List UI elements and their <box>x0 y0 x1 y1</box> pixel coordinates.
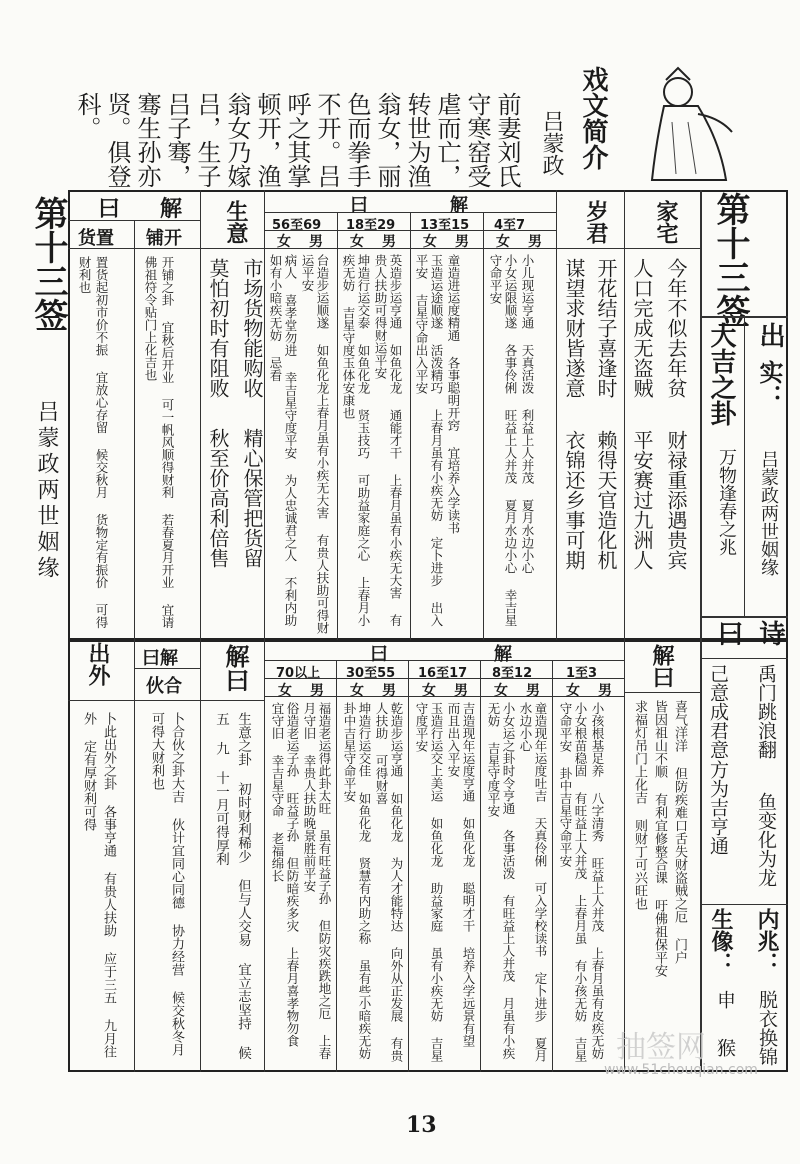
age-8-12-female: 小女运之卦时令亨通 各事活泼 有旺益上人并茂 月虽有小疾无妨 吉星守度平安 <box>486 702 516 1060</box>
year-line-4: 衣锦还乡事可期 <box>562 430 586 570</box>
age-range-56-69: 56至69 <box>272 218 322 233</box>
gender-m: 男 <box>454 683 468 699</box>
partner-sub: 伙合 <box>146 676 182 697</box>
age-70-male: 福造老运得此卦太旺 虽有旺益子孙 但防灾疾跌地之厄 上春月守旧 幸贵人扶助晚景胜前平安 <box>302 702 332 1060</box>
page-number: 13 <box>406 1112 437 1138</box>
inner-text: 脱衣换锦 <box>756 990 778 1066</box>
lower-age-header-say: 曰 <box>370 644 388 665</box>
intro-heading: 戏文简介 <box>578 66 608 170</box>
intro-title: 吕蒙政 <box>539 110 564 176</box>
age-56-69-male: 台造步运顺遂 如鱼化龙上春月虽有小疾无大害 有贵人扶助可得财运平安 <box>300 254 330 634</box>
real-out-label: 出 <box>755 322 785 348</box>
gender-f: 女 <box>422 683 436 699</box>
child-note-1: 喜气洋洋 但防疾难口舌失财盗贼之厄 门户 <box>672 700 687 964</box>
age-13-15-male: 童造进运度精通 各事聪明开窍 宜培养入学读书 <box>446 254 461 534</box>
gender-f: 女 <box>350 683 364 699</box>
age-18-29-female: 坤造行运交泰 如鱼化龙 贤玉技巧 可助益家庭之心 上春月小疾无妨 吉星守度玉体安康也 <box>341 254 371 627</box>
age-4-7-female: 小女运限顺遂 各事伶俐 旺益上人并茂 夏月水边小心 幸吉星守命平安 <box>488 254 518 627</box>
age-8-12-male: 童造现年运度吐吉 天真伶俐 可入学校读书 定卜进步 夏月水边小心 <box>518 702 548 1062</box>
gender-m: 男 <box>382 234 396 250</box>
gender-f: 女 <box>496 234 510 250</box>
home-line-2: 财禄重添遇贵宾 <box>664 430 688 570</box>
gender-f: 女 <box>350 234 364 250</box>
age-16-17-female: 玉造行运交上美运 如鱼化龙 助益家庭 虽有小疾无妨 吉星守度平安 <box>414 702 444 1062</box>
age-4-7-male: 小儿现运亨通 天真活泼 利益上人并茂 夏月水边小心 <box>520 254 535 574</box>
gen-text: 生意之卦 初时财利稀少 但与人交易 宜立志坚持 候五 九 十一月可得厚利 <box>213 712 251 1060</box>
side-title: 第十三签 <box>28 196 68 332</box>
gender-f: 女 <box>423 234 437 250</box>
child-header: 解曰 <box>649 644 674 688</box>
gender-m: 男 <box>382 683 396 699</box>
age-30-55-male: 乾造步运亨通 如鱼化龙 为人才能特达 向外从正发展 有贵人扶助 可得财喜 <box>374 702 404 1062</box>
solve-header-l: 解 <box>160 197 183 222</box>
home-header: 家宅 <box>653 200 678 244</box>
age-range-1-3: 1至3 <box>566 666 598 681</box>
goods-header: 货置 <box>78 228 114 249</box>
lower-age-header-solve: 解 <box>494 644 512 665</box>
poem-line-4: 己意成君意 <box>707 664 729 759</box>
gender-f: 女 <box>494 683 508 699</box>
poem-line-3: 方为吉亨通 <box>707 760 729 855</box>
intro-text: 前妻刘氏守寒窑受虐而亡，转世为渔翁女，丽色而拳手不开。吕呼之其掌顿开，渔翁女乃嫁吕，生子吕子骞，骞生孙亦贤。俱登科。 <box>73 92 521 188</box>
image-text-2: 猴 <box>714 1038 736 1057</box>
stick-number: 第十三签 <box>710 192 750 328</box>
age-range-18-29: 18至29 <box>346 218 396 233</box>
year-line-2: 赖得天官造化机 <box>594 430 618 570</box>
gender-m: 男 <box>455 234 469 250</box>
year-header: 岁君 <box>583 200 608 244</box>
age-1-3-male: 小孩根基足养 八字清秀 旺益上人并茂 上春月虽有皮疾无妨 <box>590 702 605 1060</box>
home-line-4: 平安赛过九洲人 <box>630 430 654 570</box>
age-range-70: 70以上 <box>276 666 321 681</box>
gender-f: 女 <box>566 683 580 699</box>
real-text: 吕蒙政两世姻缘 <box>758 450 779 576</box>
poem-label-2: 诗 <box>755 620 785 646</box>
age-13-15-female: 玉造运途顺遂 活泼精巧 上春月虽有小疾无妨 定卜进步 出入平安 吉星守命出入平安 <box>414 254 444 627</box>
gender-m: 男 <box>310 683 324 699</box>
goods-text: 置货起初市价不振 宜放心存留 候交秋月 货物定有振价 可得财利也 <box>77 256 109 629</box>
gen-header: 解曰 <box>221 644 249 692</box>
child-note-3: 求福灯吊门上化吉 则财丁可兴旺也 <box>632 700 647 910</box>
gender-m: 男 <box>309 234 323 250</box>
image-label: 生像： <box>708 908 734 974</box>
grade-text: 万物逢春之兆 <box>716 448 737 556</box>
travel-header: 出外 <box>85 642 110 686</box>
home-line-1: 今年不似去年贫 <box>664 258 688 398</box>
age-range-30-55: 30至55 <box>346 666 396 681</box>
age-range-8-12: 8至12 <box>492 666 533 681</box>
age-header-say: 曰 <box>350 195 368 216</box>
home-line-3: 人口完成无盗贼 <box>630 258 654 398</box>
grade-label: 大吉之卦 <box>706 322 736 426</box>
side-subtitle: 吕蒙政两世姻缘 <box>34 400 59 582</box>
year-line-3: 谋望求财皆遂意 <box>562 258 586 398</box>
biz-line-4: 秋至价高利倍售 <box>206 428 230 568</box>
figure-illustration <box>636 62 746 182</box>
age-range-13-15: 13至15 <box>420 218 470 233</box>
gender-m: 男 <box>598 683 612 699</box>
travel-text: 卜此出外之卦 各事亨通 有贵人扶助 应于三五 九月往外 定有厚财利可得 <box>81 712 116 1058</box>
partner-header: 曰解 <box>142 648 178 669</box>
age-1-3-female: 小女根苗稳固 有旺益上人并茂 上春月虽 有小孩无妨 吉星守命平安 卦中吉星守命平安 <box>558 702 588 1062</box>
biz-line-2: 精心保管把货留 <box>240 428 264 568</box>
age-header-solve: 解 <box>450 195 468 216</box>
age-18-29-male: 英造步运亨通 如鱼化龙 通能才干 上春月虽有小疾无大害 有贵人扶助可得财运平安 <box>373 254 403 627</box>
biz-line-3: 莫怕初时有阻败 <box>206 258 230 398</box>
age-30-55-female: 坤造行运交佳 如鱼化龙 贤慧有内助之称 虽有些小暗疾无妨 卦中吉星守命平安 <box>342 702 372 1060</box>
poem-label-1: 曰 <box>713 620 743 646</box>
poem-line-2: 鱼变化为龙 <box>755 792 777 887</box>
shop-text: 开铺之卦 宜秋后开业 可一帆风顺得财利 若春夏月开业 宜请佛祖符令贴门上化吉也 <box>143 256 175 629</box>
year-line-1: 开花结子喜逢时 <box>594 258 618 398</box>
biz-line-1: 市场货物能购收 <box>240 258 264 398</box>
real-label: 实： <box>755 360 784 408</box>
inner-label: 内兆： <box>754 908 780 974</box>
image-text: 申 <box>714 990 736 1009</box>
age-range-4-7: 4至7 <box>494 218 526 233</box>
gender-m: 男 <box>526 683 540 699</box>
age-range-16-17: 16至17 <box>418 666 468 681</box>
watermark-url: www.51chouqian.com <box>604 1062 758 1078</box>
age-56-69-female: 病人 喜孝堂勿进 幸吉星守度平安 为人忠诚君之人 不利内助 如有小暗疾无妨 忌看 <box>268 254 298 627</box>
watermark-logo: 抽签网 <box>616 1030 706 1065</box>
age-16-17-male: 吉造现年运度亨通 如鱼化龙 聪明才干 培养入学远景有望 而且出入平安 <box>446 702 476 1047</box>
gender-f: 女 <box>277 234 291 250</box>
biz-header: 生意 <box>223 200 248 244</box>
partner-text: 卜合伙之卦大吉 伙计宜同心同德 协力经营 候交秋冬月 可得大财利也 <box>149 712 184 1056</box>
gender-m: 男 <box>528 234 542 250</box>
gender-f: 女 <box>278 683 292 699</box>
shop-header: 铺开 <box>146 228 182 249</box>
child-note-2: 皆因祖山不顺 有利宜修整合课 吁佛祖保平安 <box>652 700 667 977</box>
age-70-female: 俗造老运子孙 旺益子孙 但防暗疾多灾 上春月喜孝物勿食 宜守旧 幸吉星守命 老福绵长 <box>270 702 300 1047</box>
poem-line-1: 禹门跳浪翻 <box>755 664 777 759</box>
solve-header-r: 曰 <box>98 197 121 222</box>
